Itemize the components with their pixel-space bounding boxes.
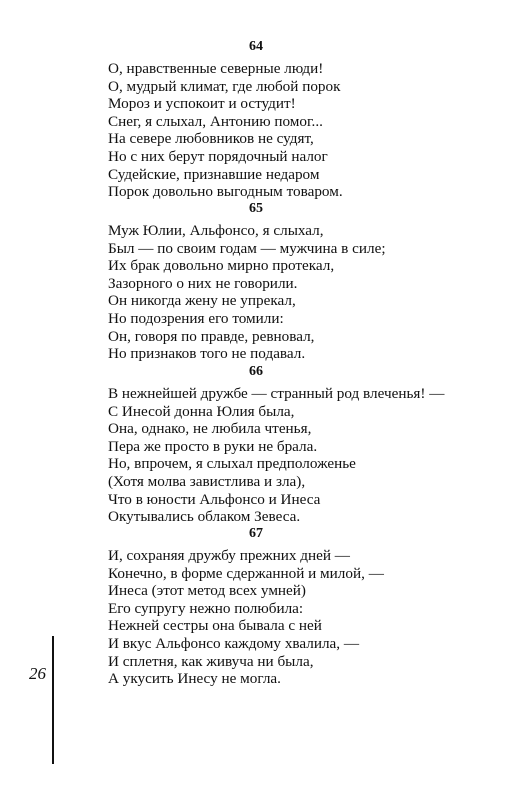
verse-line: Конечно, в форме сдержанной и милой, — <box>108 564 384 582</box>
stanza-65 <box>108 200 498 363</box>
stanza-number: 65 <box>249 201 263 216</box>
stanza-64 <box>108 38 498 201</box>
verse-line: В нежнейшей дружбе — странный род влеченья! — <box>108 385 445 402</box>
verse-line: Его супругу нежно полюбила: <box>108 599 304 617</box>
stanza-number: 66 <box>249 364 263 379</box>
verse-line: Что в юности Альфонсо и Инеса <box>108 490 321 508</box>
verse-line: Был — по своим годам — мужчина в силе; <box>108 239 386 257</box>
verse-line: Судейские, признавшие недаром <box>108 165 320 183</box>
verse-line: Зазорного о них не говорили. <box>108 274 298 292</box>
verse-line: С Инесой донна Юлия была, <box>108 402 295 420</box>
stanza-number: 67 <box>249 526 263 541</box>
stanza-67 <box>108 525 498 688</box>
verse-line: Но подозрения его томили: <box>108 309 284 327</box>
verse-line: Она, однако, не любила чтенья, <box>108 420 312 438</box>
verse-line: Инеса (этот метод всех умней) <box>108 582 306 600</box>
verse-line: Пера же просто в руки не брала. <box>108 437 318 455</box>
verse-line: Нежней сестры она бывала с ней <box>108 617 322 635</box>
verse-line: И вкус Альфонсо каждому хвалила, — <box>108 634 360 652</box>
page-number: 26 <box>29 664 46 683</box>
verse-line: И, сохраняя дружбу прежних дней — <box>108 547 350 564</box>
stanza-66 <box>108 363 498 526</box>
verse-line: Но, впрочем, я слыхал предположенье <box>108 455 356 473</box>
verse-line: Мороз и успокоит и остудит! <box>108 95 296 113</box>
verse-line: И сплетня, как живуча ни была, <box>108 652 314 670</box>
verse-line: Порок довольно выгодным товаром. <box>108 183 343 201</box>
verse-line: Окутывались облаком Зевеса. <box>108 508 301 526</box>
verse-line: Снег, я слыхал, Антонию помог... <box>108 112 323 130</box>
verse-line: Муж Юлии, Альфонсо, я слыхал, <box>108 222 324 239</box>
stanza-number: 64 <box>249 39 263 54</box>
verse-line: Он никогда жену не упрекал, <box>108 292 296 310</box>
verse-line: Но признаков того не подавал. <box>108 345 306 363</box>
verse-line: О, мудрый климат, где любой порок <box>108 77 341 95</box>
verse-line: А укусить Инесу не могла. <box>108 670 281 688</box>
verse-line: О, нравственные северные люди! <box>108 60 324 77</box>
verse-line: (Хотя молва завистлива и зла), <box>108 472 306 490</box>
verse-line: На севере любовников не судят, <box>108 130 314 148</box>
margin-rule <box>52 636 54 764</box>
verse-line: Он, говоря по правде, ревновал, <box>108 327 315 345</box>
verse-line: Но с них берут порядочный налог <box>108 147 328 165</box>
verse-line: Их брак довольно мирно протекал, <box>108 257 335 275</box>
